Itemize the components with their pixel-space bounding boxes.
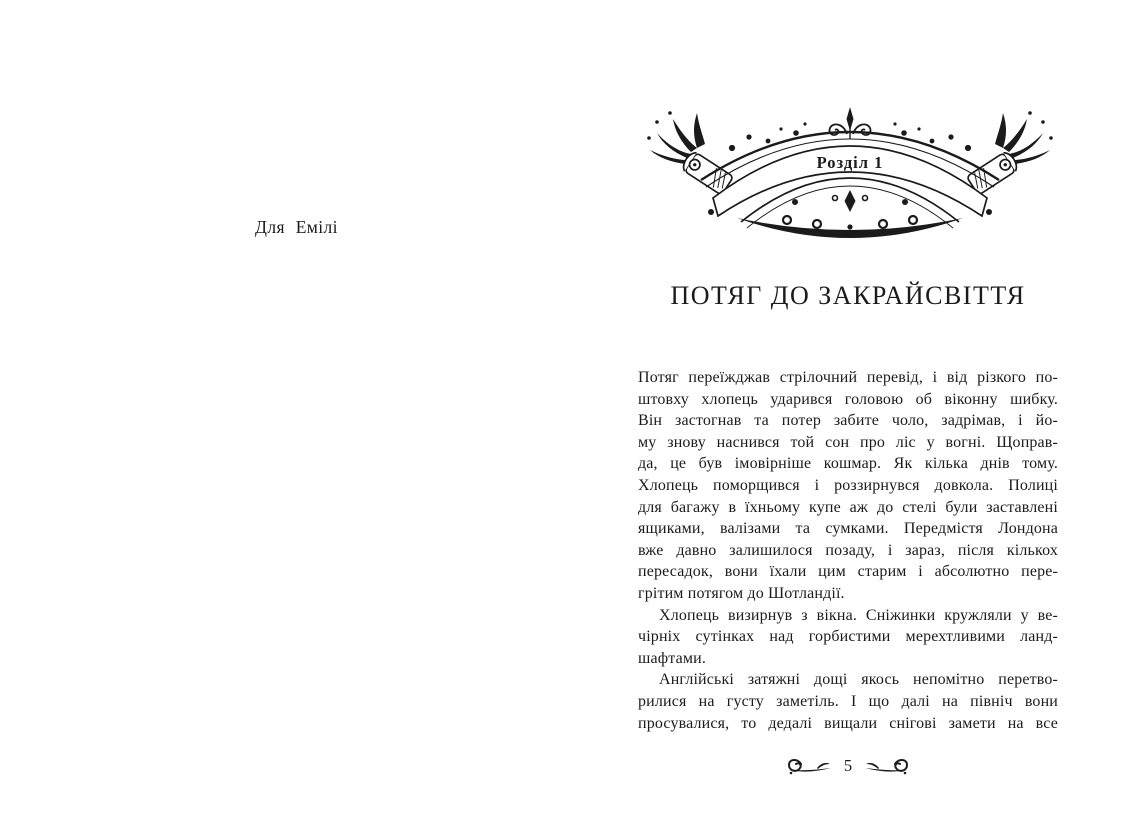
body-line: вже давно залишилося позаду, і зараз, після кількох <box>638 541 1058 559</box>
body-line: да, це був імовірніше кошмар. Як кілька днів тому. <box>638 455 1058 473</box>
body-line: чірніх сутінках над горбистими мерехтливими ланд- <box>638 628 1058 646</box>
footer-flourish-right-icon <box>863 757 909 777</box>
body-line: Хлопець визирнув з вікна. Сніжинки кружляли у ве- <box>659 606 1058 624</box>
body-line: Англійські затяжні дощі якось непомітно перетво- <box>659 671 1058 689</box>
body-line: Він застогнав та потер забите чоло, задрімав, і йо- <box>638 412 1058 430</box>
body-line: штовху хлопець ударився головою об віконну шибку. <box>638 390 1058 408</box>
body-line: шафтами. <box>638 649 706 667</box>
page-number: 5 <box>843 755 853 775</box>
body-line: рилися на густу заметіль. І що далі на північ вони <box>638 692 1058 710</box>
body-line: просувалися, то дедалі вищали снігові замети на все <box>638 714 1058 732</box>
body-line: пересадок, вони їхали цим старим і абсолютно пере- <box>638 563 1058 581</box>
chapter-ornament-icon <box>645 106 1055 252</box>
page-footer <box>638 755 1058 779</box>
footer-flourish-left-icon <box>787 757 833 777</box>
body-text <box>638 367 1058 734</box>
body-line: Хлопець поморщився і роззирнувся довкола. Полиці <box>638 476 1058 494</box>
body-line: Потяг переїжджав стрілочний перевід, і від різкого по- <box>638 369 1058 386</box>
chapter-banner-label: Розділ 1 <box>816 153 884 172</box>
dedication-text: Для Емілі <box>255 217 338 237</box>
body-line: для багажу в їхньому купе аж до стелі були заставлені <box>638 498 1058 516</box>
body-line: ящиками, валізами та сумками. Передмістя Лондона <box>638 520 1058 538</box>
body-line: му знову наснився той сон про ліс у вогні. Щоправ- <box>638 433 1058 451</box>
body-line: грітим потягом до Шотландії. <box>638 584 845 602</box>
chapter-title: ПОТЯГ ДО ЗАКРАЙСВІТТЯ <box>670 281 1026 310</box>
